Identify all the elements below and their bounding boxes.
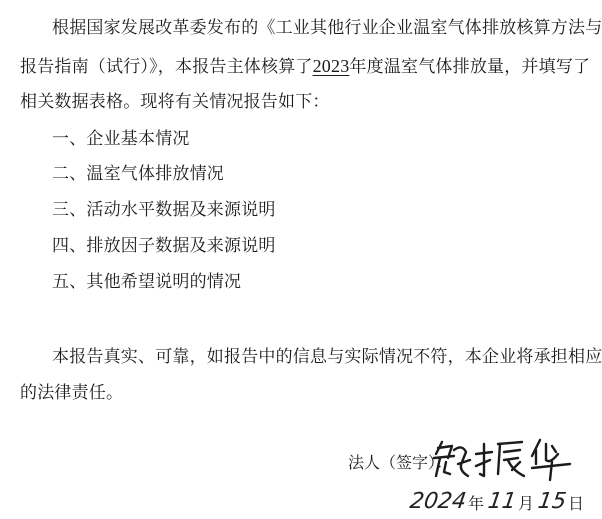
signature-date: [410, 484, 588, 516]
handwritten-signature: [428, 436, 578, 480]
declaration-line-2: 的法律责任。: [20, 383, 124, 403]
date-month-char: 月: [518, 494, 535, 513]
date-year-char: 年: [468, 494, 485, 513]
date-day-char: 日: [568, 494, 585, 513]
section-item: 一、企业基本情况: [52, 129, 190, 149]
intro-line-2-end: 年度温室气体排放量，并填写了: [349, 57, 591, 77]
intro-line-2-start: 报告指南（试行）》，本报告主体核算了: [20, 57, 313, 77]
intro-line-3: 相关数据表格。现将有关情况报告如下：: [20, 92, 330, 112]
intro-line-1: 根据国家发展改革委发布的《工业其他行业企业温室气体排放核算方法与: [52, 18, 602, 38]
date-month: 11: [486, 489, 518, 514]
section-item: 二、温室气体排放情况: [52, 164, 224, 184]
section-item: 四、排放因子数据及来源说明: [52, 236, 276, 256]
declaration-line-1: 本报告真实、可靠，如报告中的信息与实际情况不符，本企业将承担相应: [52, 347, 602, 367]
intro-line-2: [20, 54, 590, 79]
section-item: 五、其他希望说明的情况: [52, 272, 242, 292]
section-item: 三、活动水平数据及来源说明: [52, 200, 276, 220]
signature-label: 法人（签字）：: [348, 453, 453, 472]
date-day: 15: [536, 489, 568, 514]
report-year: 2023: [312, 56, 350, 76]
date-year: 2024: [408, 489, 468, 514]
